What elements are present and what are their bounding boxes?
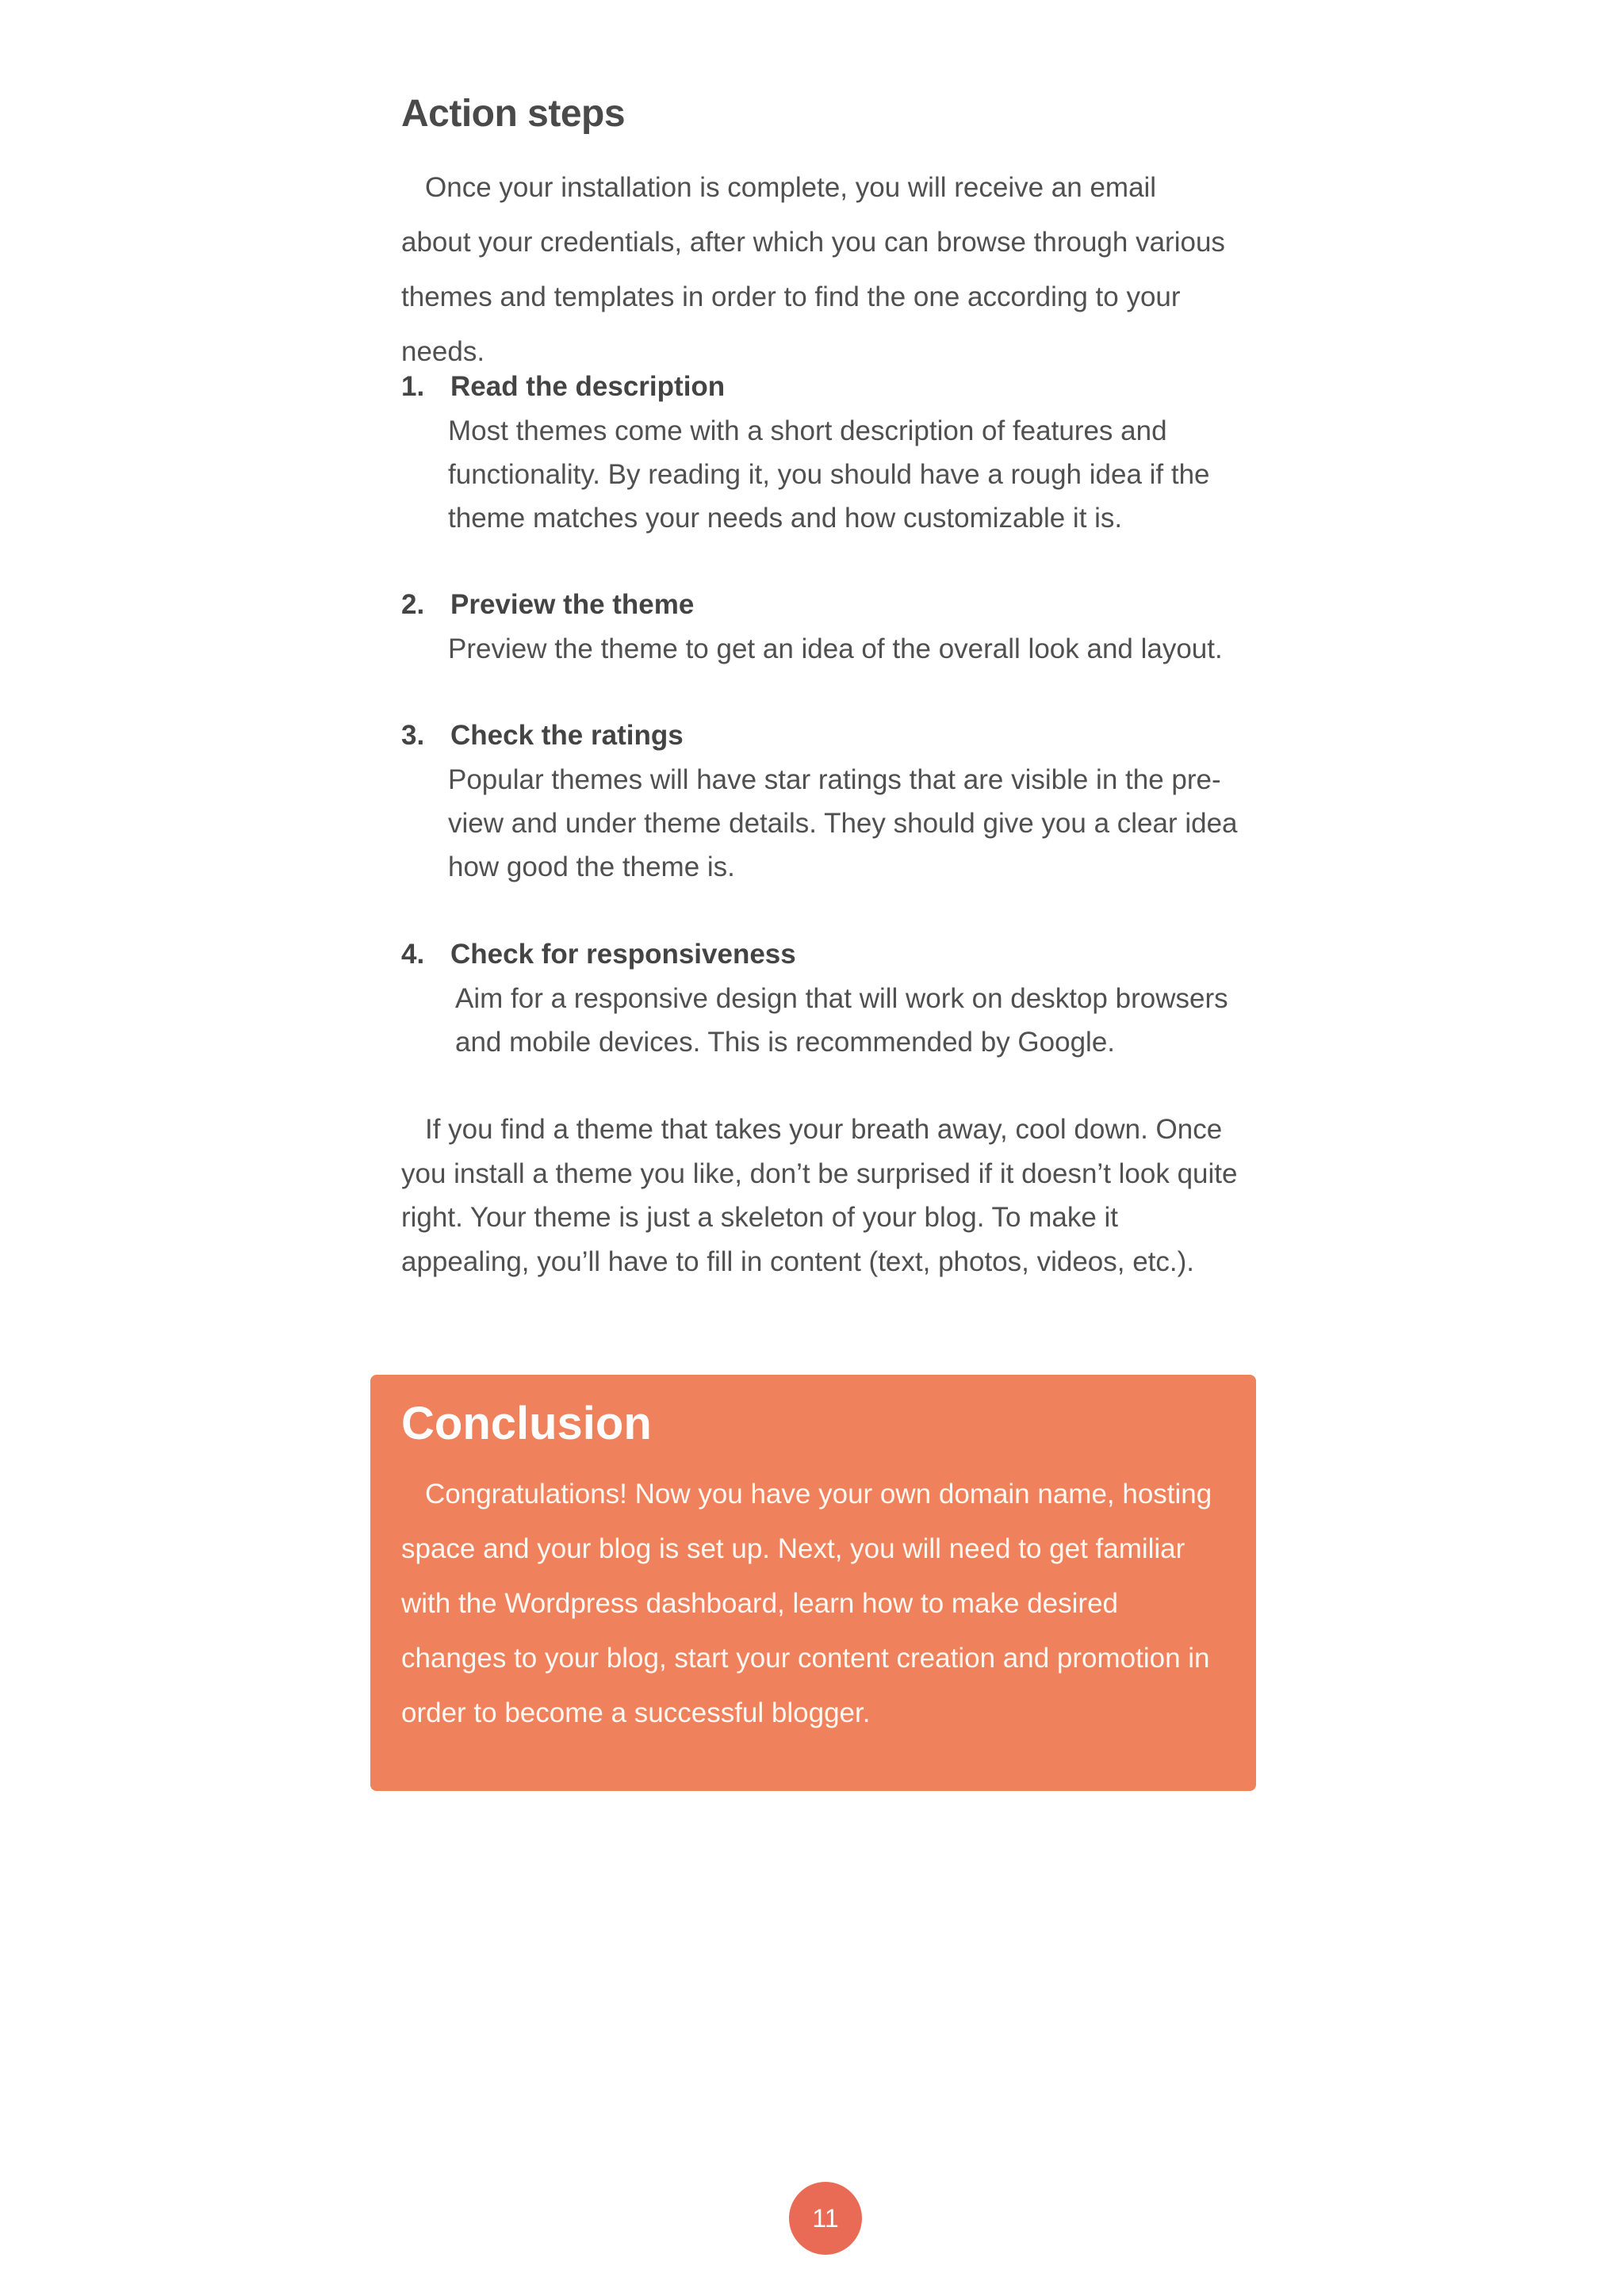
step-title bbox=[401, 365, 1250, 409]
step-number: 4. bbox=[401, 939, 425, 970]
section-title: Action steps bbox=[401, 93, 626, 135]
step-description: Preview the theme to get an idea of the overall look and layout. bbox=[448, 633, 1223, 664]
step-title bbox=[401, 583, 1250, 627]
step-description: Aim for a responsive design that will work on desktop browsers and mobile devices. This is recommended by Google. bbox=[455, 983, 1228, 1058]
step-item bbox=[401, 583, 1250, 671]
step-title-text: Preview the theme bbox=[450, 589, 695, 620]
step-number: 1. bbox=[401, 371, 425, 402]
step-description: Most themes come with a short description of features and functionality. By reading it, you should have a rough idea if the theme matches your needs and how customizable it is. bbox=[448, 415, 1210, 534]
page-number-badge: 11 bbox=[789, 2182, 862, 2255]
conclusion-box bbox=[370, 1375, 1256, 1791]
step-item bbox=[401, 714, 1250, 889]
step-title bbox=[401, 714, 1250, 758]
outro-paragraph: If you find a theme that takes your breath away, cool down. Once you install a theme you like, don’t be surprised if it doesn’t look quite right. Your theme is just a skeleton of your blog. To make it appealing, you’ll have to fill in content (text, photos, videos, etc.). bbox=[401, 1114, 1238, 1277]
conclusion-text: Congratulations! Now you have your own domain name, hosting space and your blog is set up. Next, you will need to get familiar with the Wordpress dashboard, learn how to make desired changes to your blog, start your content creation and promotion in order to become a successful blogger. bbox=[401, 1479, 1212, 1728]
step-title-text: Read the description bbox=[450, 371, 726, 402]
step-title bbox=[401, 932, 1250, 977]
step-number: 3. bbox=[401, 720, 425, 751]
intro-paragraph: Once your installation is complete, you will receive an email about your credentials, after which you can browse through various themes and templates in order to find the one according to your needs. bbox=[401, 172, 1225, 367]
conclusion-title: Conclusion bbox=[401, 1398, 652, 1449]
step-item bbox=[401, 932, 1250, 1064]
step-item bbox=[401, 365, 1250, 540]
step-number: 2. bbox=[401, 589, 425, 620]
step-title-text: Check for responsiveness bbox=[450, 939, 796, 970]
step-title-text: Check the ratings bbox=[450, 720, 684, 751]
step-description: Popular themes will have star ratings that are visible in the pre-view and under theme details. They should give you a clear idea how good the theme is. bbox=[448, 764, 1238, 882]
